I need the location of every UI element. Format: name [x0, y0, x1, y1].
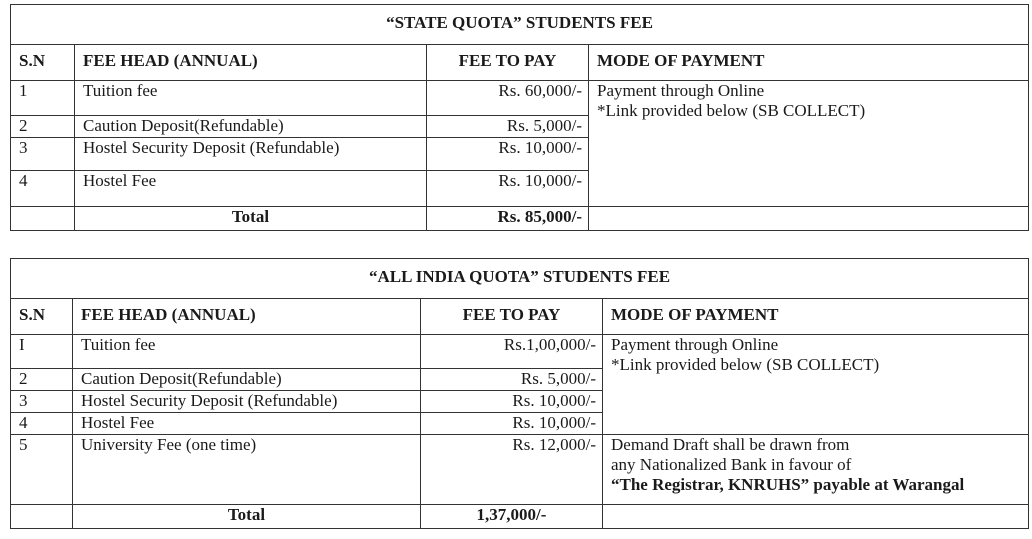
mode-of-payment-cell [603, 335, 1029, 435]
row-fee: Rs.1,00,000/- [421, 335, 603, 369]
row-fee-head: Hostel Security Deposit (Refundable) [75, 138, 427, 171]
row-fee: Rs. 10,000/- [427, 171, 589, 207]
table-row [11, 335, 1029, 369]
row-sn: 2 [11, 116, 75, 138]
total-label: Total [75, 207, 427, 231]
header-fee-to-pay: FEE TO PAY [421, 299, 603, 335]
header-fee-head: FEE HEAD (ANNUAL) [75, 45, 427, 81]
row-fee-head: Caution Deposit(Refundable) [75, 116, 427, 138]
mode-of-payment-cell [589, 81, 1029, 207]
mode-online-text: Payment through Online [597, 81, 765, 100]
row-sn: I [11, 335, 73, 369]
row-fee: Rs. 10,000/- [421, 413, 603, 435]
table-row [11, 81, 1029, 116]
row-fee-head: University Fee (one time) [73, 435, 421, 505]
row-fee: Rs. 60,000/- [427, 81, 589, 116]
total-label: Total [73, 505, 421, 529]
header-mode-of-payment: MODE OF PAYMENT [589, 45, 1029, 81]
dd-line-2: any Nationalized Bank in favour of [611, 455, 852, 474]
mode-link-note: *Link provided below (SB COLLECT) [611, 355, 880, 374]
row-fee: Rs. 12,000/- [421, 435, 603, 505]
header-fee-to-pay: FEE TO PAY [427, 45, 589, 81]
row-sn: 2 [11, 369, 73, 391]
total-row [11, 505, 1029, 529]
row-fee-head: Tuition fee [73, 335, 421, 369]
state-quota-fee-table [10, 4, 1029, 231]
row-fee: Rs. 10,000/- [421, 391, 603, 413]
total-row [11, 207, 1029, 231]
state-quota-title: “STATE QUOTA” STUDENTS FEE [11, 5, 1029, 45]
row-sn: 5 [11, 435, 73, 505]
row-sn: 3 [11, 391, 73, 413]
row-sn: 4 [11, 413, 73, 435]
table-row [11, 435, 1029, 505]
row-fee-head: Hostel Security Deposit (Refundable) [73, 391, 421, 413]
row-fee-head: Tuition fee [75, 81, 427, 116]
all-india-quota-fee-table [10, 258, 1029, 529]
mode-online-text: Payment through Online [611, 335, 779, 354]
total-value: Rs. 85,000/- [427, 207, 589, 231]
header-sn: S.N [11, 45, 75, 81]
row-fee: Rs. 5,000/- [427, 116, 589, 138]
row-fee: Rs. 10,000/- [427, 138, 589, 171]
row-sn: 1 [11, 81, 75, 116]
row-fee-head: Caution Deposit(Refundable) [73, 369, 421, 391]
demand-draft-cell [603, 435, 1029, 505]
row-fee-head: Hostel Fee [73, 413, 421, 435]
dd-line-1: Demand Draft shall be drawn from [611, 435, 850, 454]
header-sn: S.N [11, 299, 73, 335]
header-mode-of-payment: MODE OF PAYMENT [603, 299, 1029, 335]
mode-link-note: *Link provided below (SB COLLECT) [597, 101, 866, 120]
all-india-quota-title: “ALL INDIA QUOTA” STUDENTS FEE [11, 259, 1029, 299]
dd-payee: “The Registrar, KNRUHS” payable at Warangal [611, 475, 965, 494]
header-fee-head: FEE HEAD (ANNUAL) [73, 299, 421, 335]
row-fee-head: Hostel Fee [75, 171, 427, 207]
row-sn: 4 [11, 171, 75, 207]
row-fee: Rs. 5,000/- [421, 369, 603, 391]
row-sn: 3 [11, 138, 75, 171]
total-value: 1,37,000/- [421, 505, 603, 529]
